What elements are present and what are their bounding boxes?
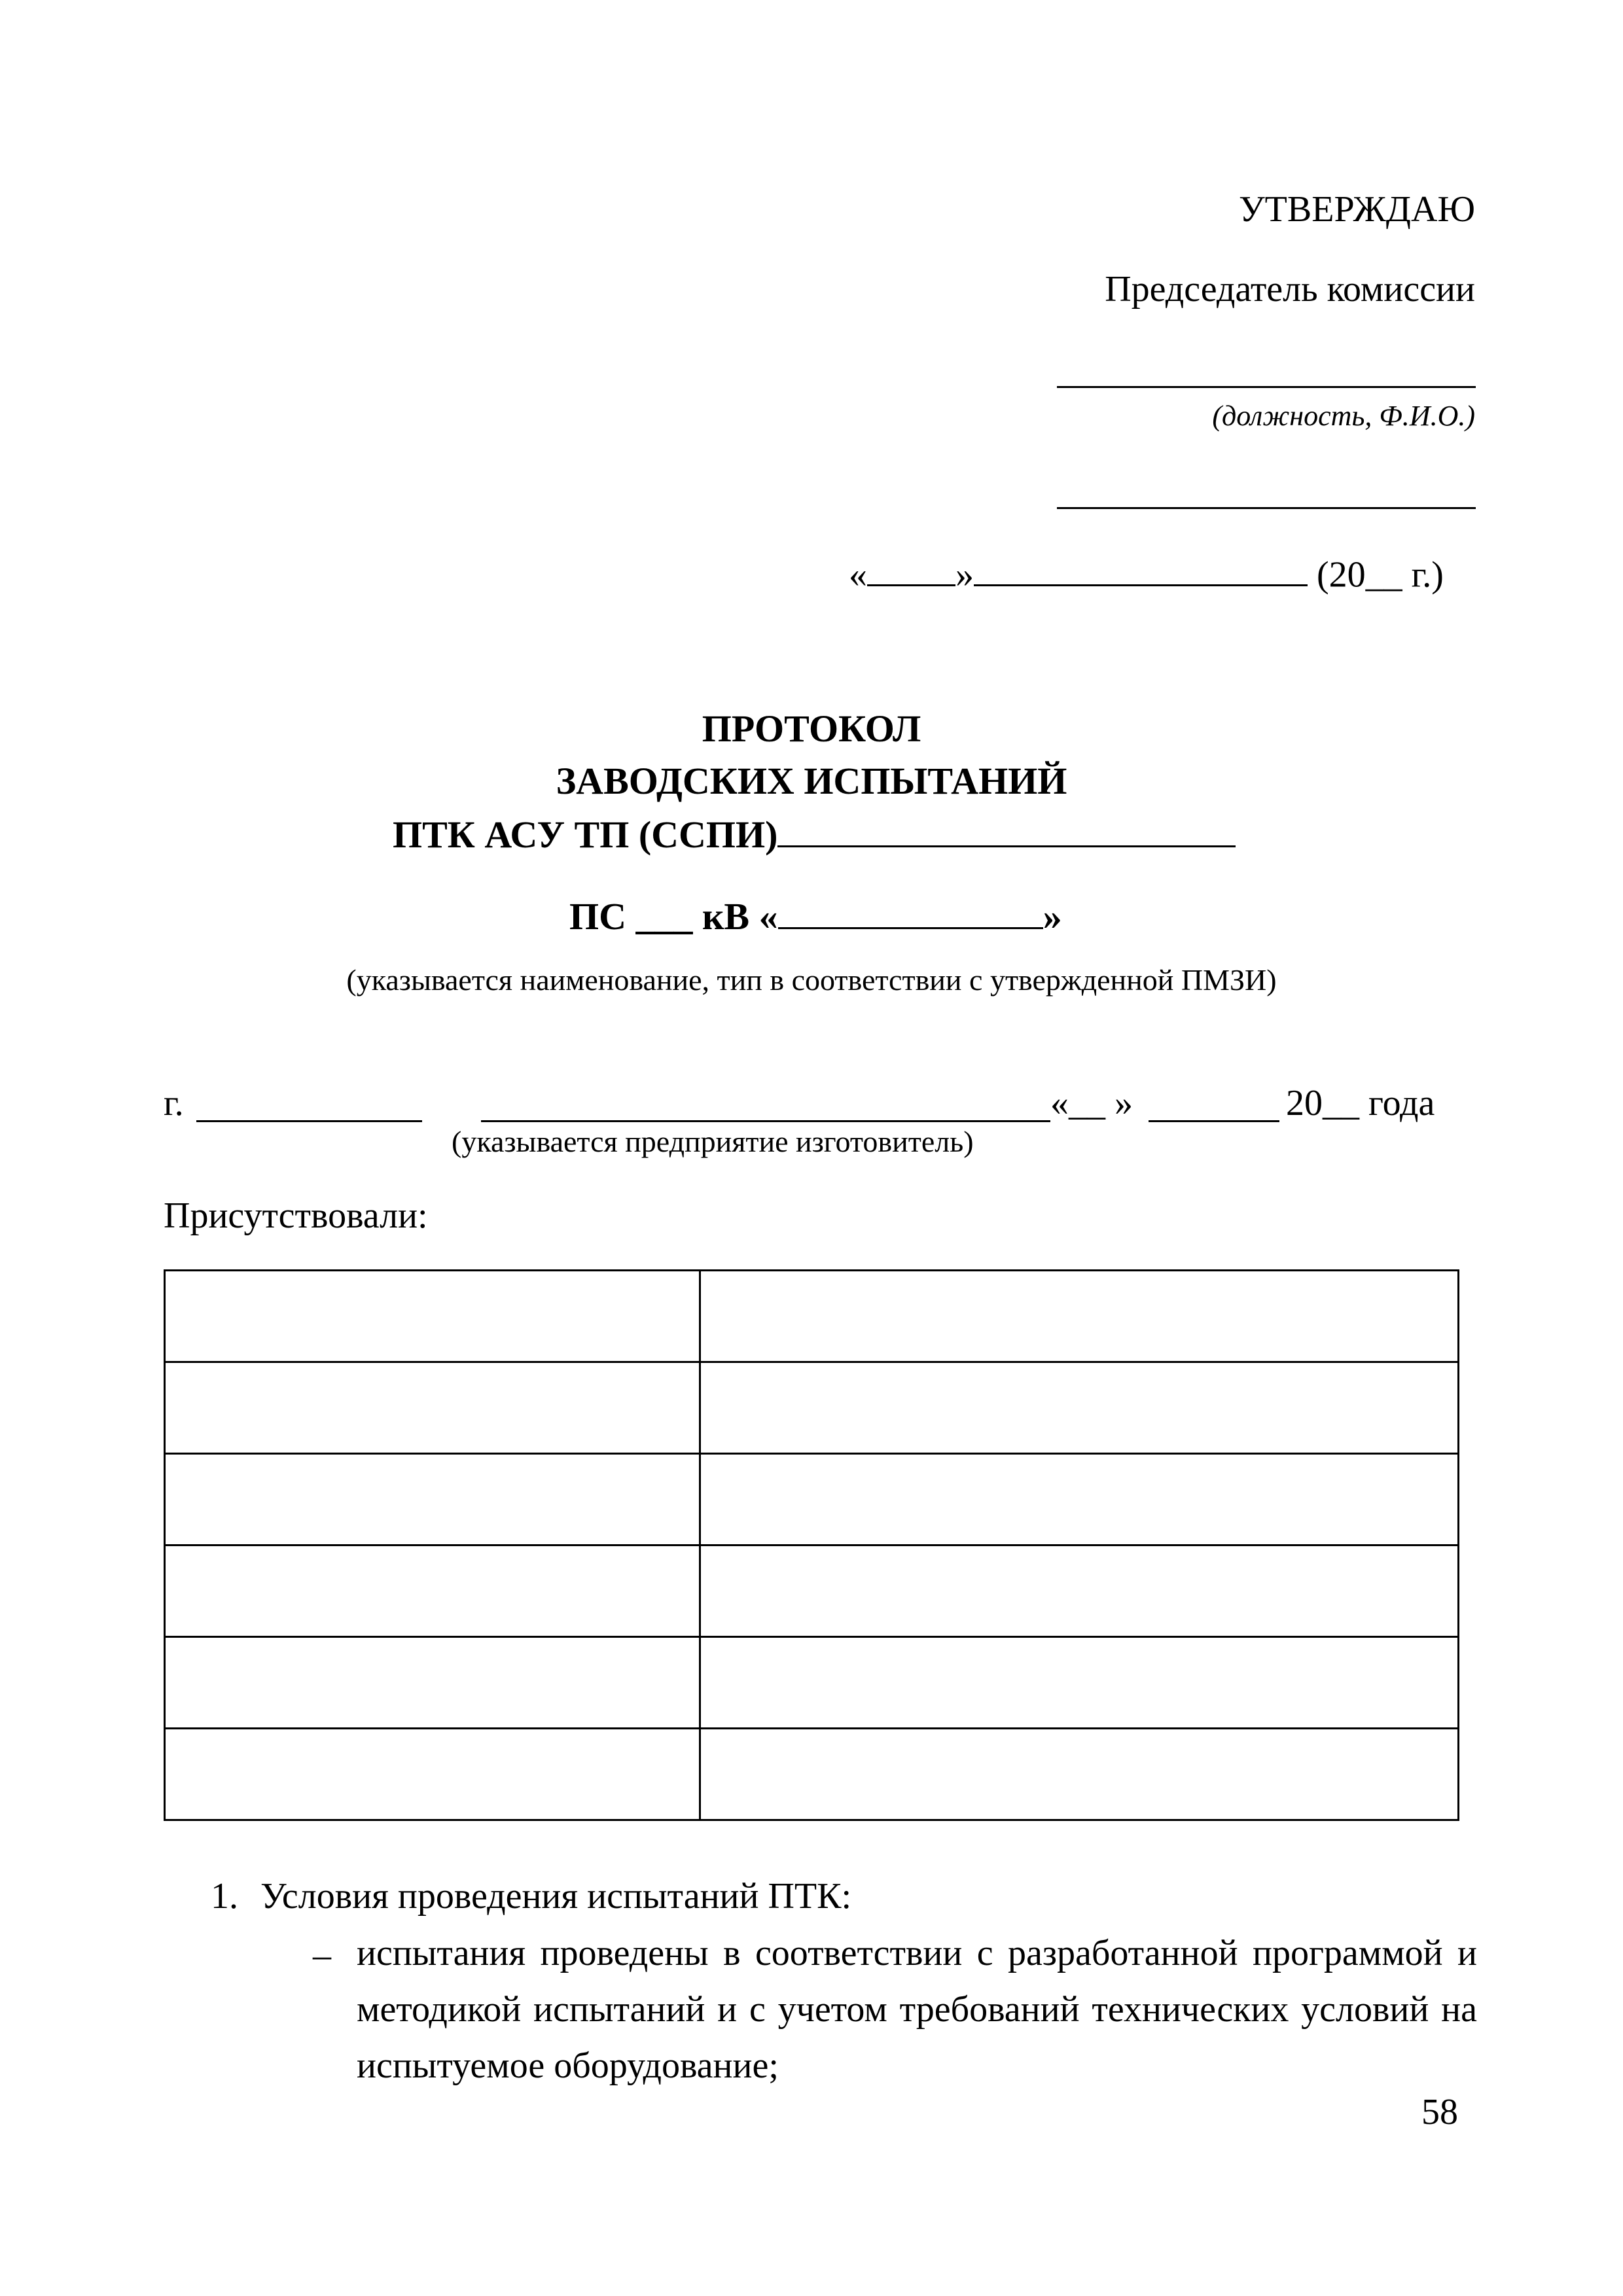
table-row	[165, 1545, 1459, 1637]
date-open-quote: «	[849, 554, 867, 595]
table-cell	[165, 1454, 700, 1545]
city-prefix: г.	[164, 1083, 184, 1123]
day-blank	[867, 552, 955, 586]
name-line	[1057, 507, 1476, 509]
table-cell	[165, 1637, 700, 1729]
bullet-dash: –	[313, 1935, 331, 1975]
table-cell	[165, 1271, 700, 1362]
table-row	[165, 1637, 1459, 1729]
table-cell	[700, 1454, 1459, 1545]
ptk-blank	[777, 811, 1236, 847]
date-day: «__ »	[1050, 1083, 1133, 1123]
section-number: 1.	[211, 1876, 238, 1916]
signature-line	[1057, 386, 1476, 388]
substation-suffix: »	[1043, 895, 1062, 938]
approval-date	[849, 552, 1444, 593]
doc-title-protocol: ПРОТОКОЛ	[702, 707, 921, 750]
title-note: (указывается наименование, тип в соответствии с утвержденной ПМЗИ)	[346, 963, 1277, 997]
date-year: 20__ года	[1286, 1083, 1435, 1123]
page-number: 58	[1421, 2092, 1458, 2132]
table-row	[165, 1454, 1459, 1545]
table-cell	[700, 1729, 1459, 1820]
table-cell	[165, 1729, 700, 1820]
city-blank	[196, 1120, 422, 1122]
position-hint: (должность, Ф.И.О.)	[1212, 400, 1475, 432]
attendees-table	[164, 1269, 1459, 1821]
substation-line	[569, 893, 1062, 938]
substation-blank	[778, 893, 1043, 929]
table-cell	[165, 1545, 700, 1637]
doc-title-tests: ЗАВОДСКИХ ИСПЫТАНИЙ	[556, 760, 1067, 802]
table-row	[165, 1362, 1459, 1454]
month-blank	[974, 552, 1308, 586]
table-row	[165, 1271, 1459, 1362]
doc-title-ptk	[393, 811, 1236, 857]
table-cell	[700, 1362, 1459, 1454]
enterprise-blank	[481, 1120, 1050, 1122]
ptk-label: ПТК АСУ ТП (ССПИ)	[393, 813, 778, 857]
approval-heading: УТВЕРЖДАЮ	[1239, 189, 1475, 230]
table-cell	[165, 1362, 700, 1454]
enterprise-note: (указывается предприятие изготовитель)	[452, 1125, 974, 1158]
date-month-blank	[1149, 1120, 1279, 1122]
bullet-text: испытания проведены в соответствии с разработанной программой и методикой испытаний и с учетом требований технических условий на испытуемое оборудование;	[357, 1933, 1477, 2086]
table-row	[165, 1729, 1459, 1820]
date-close-quote: »	[955, 554, 974, 595]
table-cell	[700, 1545, 1459, 1637]
table-cell	[700, 1271, 1459, 1362]
year-text: (20__ г.)	[1317, 554, 1444, 595]
table-cell	[700, 1637, 1459, 1729]
chairman-label: Председатель комиссии	[1105, 269, 1475, 309]
attendees-label: Присутствовали:	[164, 1195, 428, 1236]
substation-prefix: ПС ___ кВ «	[569, 895, 778, 938]
section-heading: Условия проведения испытаний ПТК:	[260, 1876, 852, 1916]
